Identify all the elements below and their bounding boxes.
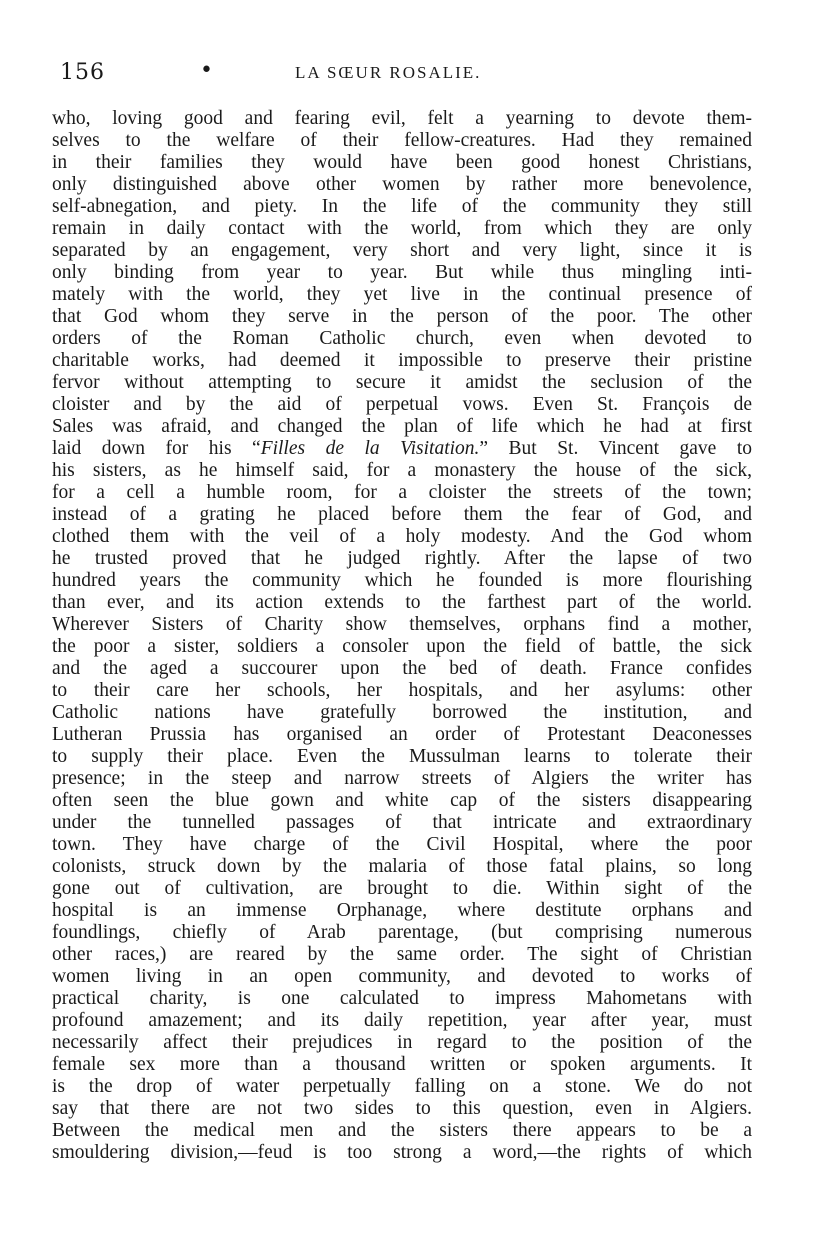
text-line: than ever, and its action extends to the farthest part of the world. xyxy=(52,592,752,613)
text-line: Between the medical men and the sisters there appears to be a xyxy=(52,1120,752,1141)
text-line: hospital is an immense Orphanage, where destitute orphans and xyxy=(52,900,752,921)
text-line: orders of the Roman Catholic church, even when devoted to xyxy=(52,328,752,349)
text-line: separated by an engagement, very short and very light, since it is xyxy=(52,240,752,261)
text-line: to supply their place. Even the Mussulman learns to tolerate their xyxy=(52,746,752,767)
text-line: smouldering division,—feud is too strong a word,—the rights of which xyxy=(52,1142,752,1163)
text-line: the poor a sister, soldiers a consoler upon the field of battle, the sick xyxy=(52,636,752,657)
text-line: only binding from year to year. But while thus mingling inti- xyxy=(52,262,752,283)
text-line: he trusted proved that he judged rightly. After the lapse of two xyxy=(52,548,752,569)
text-line: Wherever Sisters of Charity show themselves, orphans find a mother, xyxy=(52,614,752,635)
text-line: under the tunnelled passages of that intricate and extraordinary xyxy=(52,812,752,833)
text-line: mately with the world, they yet live in the continual presence of xyxy=(52,284,752,305)
text-line: foundlings, chiefly of Arab parentage, (but comprising numerous xyxy=(52,922,752,943)
body-text xyxy=(52,108,752,1164)
text-line-start: laid down for his “ xyxy=(52,438,261,459)
text-line: Lutheran Prussia has organised an order of Protestant Deaconesses xyxy=(52,724,752,745)
text-line-with-title xyxy=(52,438,752,460)
text-line: charitable works, had deemed it impossible to preserve their pristine xyxy=(52,350,752,371)
text-line: for a cell a humble room, for a cloister the streets of the town; xyxy=(52,482,752,503)
text-line: and the aged a succourer upon the bed of death. France confides xyxy=(52,658,752,679)
text-line: that God whom they serve in the person of the poor. The other xyxy=(52,306,752,327)
text-line: Catholic nations have gratefully borrowed the institution, and xyxy=(52,702,752,723)
text-line: practical charity, is one calculated to impress Mahometans with xyxy=(52,988,752,1009)
page-number: 156 xyxy=(60,60,105,85)
text-line: often seen the blue gown and white cap of the sisters disappearing xyxy=(52,790,752,811)
text-line: remain in daily contact with the world, from which they are only xyxy=(52,218,752,239)
text-line: to their care her schools, her hospitals, and her asylums: other xyxy=(52,680,752,701)
text-line: say that there are not two sides to this question, even in Algiers. xyxy=(52,1098,752,1119)
text-line: self-abnegation, and piety. In the life of the community they still xyxy=(52,196,752,217)
text-line: in their families they would have been good honest Christians, xyxy=(52,152,752,173)
text-line: town. They have charge of the Civil Hospital, where the poor xyxy=(52,834,752,855)
text-line: colonists, struck down by the malaria of those fatal plains, so long xyxy=(52,856,752,877)
page-header xyxy=(60,60,780,92)
text-line: female sex more than a thousand written or spoken arguments. It xyxy=(52,1054,752,1075)
text-line: only distinguished above other women by rather more benevolence, xyxy=(52,174,752,195)
text-line: is the drop of water perpetually falling on a stone. We do not xyxy=(52,1076,752,1097)
text-line: fervor without attempting to secure it amidst the seclusion of the xyxy=(52,372,752,393)
header-separator: • xyxy=(200,58,213,83)
text-line: instead of a grating he placed before them the fear of God, and xyxy=(52,504,752,525)
text-line: hundred years the community which he founded is more flourishing xyxy=(52,570,752,591)
running-title: LA SŒUR ROSALIE. xyxy=(295,63,482,82)
text-line: selves to the welfare of their fellow-creatures. Had they remained xyxy=(52,130,752,151)
italic-title: Filles de la Visitation. xyxy=(260,438,480,459)
text-line: profound amazement; and its daily repetition, year after year, must xyxy=(52,1010,752,1031)
text-line: cloister and by the aid of perpetual vows. Even St. François de xyxy=(52,394,752,415)
text-line: Sales was afraid, and changed the plan of life which he had at first xyxy=(52,416,752,437)
text-line: other races,) are reared by the same order. The sight of Christian xyxy=(52,944,752,965)
text-line: his sisters, as he himself said, for a monastery the house of the sick, xyxy=(52,460,752,481)
text-line-end: ” But St. Vincent gave to xyxy=(479,438,752,459)
text-line: clothed them with the veil of a holy modesty. And the God whom xyxy=(52,526,752,547)
text-line: necessarily affect their prejudices in regard to the position of the xyxy=(52,1032,752,1053)
text-line: who, loving good and fearing evil, felt a yearning to devote them- xyxy=(52,108,752,129)
text-line: gone out of cultivation, are brought to die. Within sight of the xyxy=(52,878,752,899)
text-line: presence; in the steep and narrow streets of Algiers the writer has xyxy=(52,768,752,789)
text-line: women living in an open community, and devoted to works of xyxy=(52,966,752,987)
